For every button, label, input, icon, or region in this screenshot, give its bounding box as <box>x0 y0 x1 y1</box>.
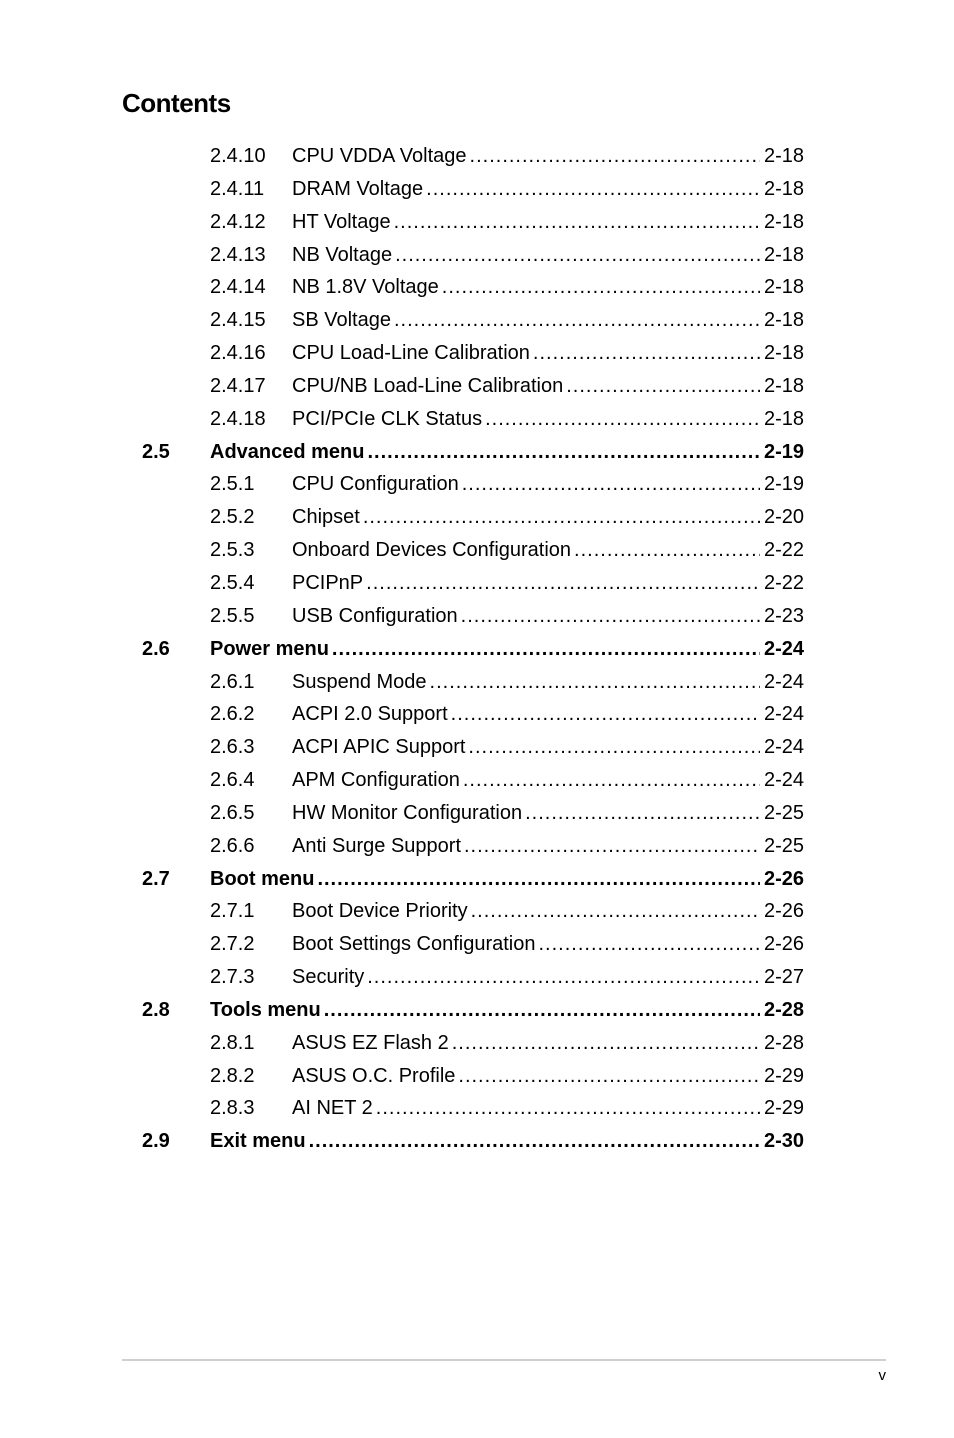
toc-entry-line <box>292 895 804 928</box>
toc-entry-title: Anti Surge Support <box>292 830 464 863</box>
toc-subsection-entry <box>0 370 954 403</box>
toc-entry-line <box>292 140 804 173</box>
toc-subsection-entry <box>0 1092 954 1125</box>
toc-entry-title: HW Monitor Configuration <box>292 797 525 830</box>
toc-subsection-entry <box>0 698 954 731</box>
toc-entry-title: Advanced menu <box>210 436 367 469</box>
toc-section-entry <box>0 436 954 469</box>
toc-entry-number: 2.5.4 <box>210 571 255 594</box>
toc-subsection-entry <box>0 304 954 337</box>
toc-entry-number: 2.4.10 <box>210 145 266 167</box>
toc-entry-page: 2-18 <box>760 140 804 173</box>
dot-leader <box>367 436 759 469</box>
toc-subsection-entry <box>0 928 954 961</box>
toc-entry-title: SB Voltage <box>292 304 394 337</box>
toc-section-entry <box>0 633 954 666</box>
toc-entry-page: 2-18 <box>760 304 804 337</box>
dot-leader <box>471 895 760 928</box>
toc-entry-page: 2-19 <box>760 436 804 469</box>
toc-entry-number: 2.4.11 <box>210 177 265 200</box>
toc-entry-page: 2-19 <box>760 468 804 501</box>
toc-entry-number: 2.7.2 <box>210 933 255 956</box>
dot-leader <box>464 830 760 863</box>
toc-entry-page: 2-30 <box>760 1125 804 1158</box>
dot-leader <box>468 731 760 764</box>
toc-entry-page: 2-24 <box>760 764 804 797</box>
dot-leader <box>363 501 760 534</box>
toc-entry-number: 2.6.4 <box>210 769 255 792</box>
dot-leader <box>458 1060 760 1093</box>
toc-section-entry <box>0 863 954 896</box>
toc-subsection-entry <box>0 501 954 534</box>
toc-entry-line <box>292 928 804 961</box>
toc-subsection-entry <box>0 173 954 206</box>
toc-subsection-entry <box>0 830 954 863</box>
toc-entry-number: 2.4.18 <box>210 407 266 430</box>
toc-entry-page: 2-26 <box>760 895 804 928</box>
toc-subsection-entry <box>0 731 954 764</box>
toc-entry-line <box>210 436 804 469</box>
toc-entry-page: 2-18 <box>760 337 804 370</box>
toc-entry-number: 2.5.5 <box>210 604 255 627</box>
toc-entry-title: PCIPnP <box>292 567 366 600</box>
toc-entry-title: ASUS EZ Flash 2 <box>292 1027 452 1060</box>
toc-entry-page: 2-28 <box>760 1027 804 1060</box>
toc-entry-number: 2.4.15 <box>210 309 266 332</box>
toc-entry-number: 2.6.6 <box>210 834 255 857</box>
toc-entry-line <box>292 567 804 600</box>
toc-entry-line <box>292 764 804 797</box>
toc-entry-title: CPU Load-Line Calibration <box>292 337 533 370</box>
toc-entry-number: 2.7.1 <box>210 900 255 923</box>
toc-entry-number: 2.8.2 <box>210 1064 255 1087</box>
toc-entry-number: 2.4.16 <box>210 342 266 365</box>
dot-leader <box>426 173 760 206</box>
toc-entry-page: 2-24 <box>760 731 804 764</box>
dot-leader <box>309 1125 760 1158</box>
dot-leader <box>533 337 760 370</box>
toc-entry-line <box>292 501 804 534</box>
dot-leader <box>525 797 760 830</box>
dot-leader <box>366 567 760 600</box>
toc-subsection-entry <box>0 239 954 272</box>
toc-entry-title: Boot Device Priority <box>292 895 471 928</box>
toc-entry-number: 2.8.3 <box>210 1097 255 1120</box>
toc-entry-title: APM Configuration <box>292 764 463 797</box>
toc-entry-line <box>292 337 804 370</box>
toc-entry-line <box>210 863 804 896</box>
toc-entry-line <box>292 797 804 830</box>
toc-subsection-entry <box>0 1060 954 1093</box>
dot-leader <box>566 370 760 403</box>
dot-leader <box>442 271 760 304</box>
toc-entry-number: 2.6.1 <box>210 670 255 693</box>
toc-entry-line <box>292 206 804 239</box>
toc-entry-page: 2-18 <box>760 403 804 436</box>
toc-entry-line <box>210 633 804 666</box>
toc-entry-title: USB Configuration <box>292 600 461 633</box>
toc-entry-title: Boot Settings Configuration <box>292 928 539 961</box>
toc-entry-page: 2-18 <box>760 271 804 304</box>
toc-entry-number: 2.4.13 <box>210 243 266 266</box>
toc-entry-number: 2.5.3 <box>210 539 255 562</box>
toc-subsection-entry <box>0 895 954 928</box>
toc-entry-title: Chipset <box>292 501 363 534</box>
toc-entry-page: 2-18 <box>760 370 804 403</box>
toc-entry-line <box>292 1027 804 1060</box>
toc-subsection-entry <box>0 271 954 304</box>
toc-entry-line <box>292 731 804 764</box>
dot-leader <box>470 140 760 173</box>
toc-entry-page: 2-18 <box>760 206 804 239</box>
footer-divider <box>122 1359 886 1361</box>
toc-section-entry <box>0 1125 954 1158</box>
dot-leader <box>324 994 760 1027</box>
toc-entry-number: 2.4.14 <box>210 276 266 299</box>
toc-entry-title: Boot menu <box>210 863 317 896</box>
toc-entry-number: 2.5.1 <box>210 473 255 496</box>
toc-entry-number: 2.9 <box>142 1130 170 1153</box>
toc-entry-title: DRAM Voltage <box>292 173 426 206</box>
dot-leader <box>394 206 760 239</box>
toc-entry-title: Tools menu <box>210 994 324 1027</box>
dot-leader <box>462 468 760 501</box>
toc-entry-line <box>292 403 804 436</box>
toc-entry-page: 2-26 <box>760 928 804 961</box>
toc-entry-number: 2.5.2 <box>210 506 255 529</box>
toc-entry-page: 2-27 <box>760 961 804 994</box>
toc-entry-page: 2-20 <box>760 501 804 534</box>
toc-entry-page: 2-29 <box>760 1092 804 1125</box>
toc-entry-number: 2.6 <box>142 637 170 660</box>
toc-entry-page: 2-26 <box>760 863 804 896</box>
toc-entry-number: 2.8 <box>142 998 170 1021</box>
toc-subsection-entry <box>0 140 954 173</box>
dot-leader <box>430 666 760 699</box>
toc-entry-title: Exit menu <box>210 1125 309 1158</box>
toc-entry-line <box>292 370 804 403</box>
page-number: v <box>878 1367 886 1384</box>
toc-entry-line <box>292 468 804 501</box>
dot-leader <box>463 764 760 797</box>
toc-entry-number: 2.6.3 <box>210 736 255 759</box>
toc-subsection-entry <box>0 468 954 501</box>
toc-entry-title: NB 1.8V Voltage <box>292 271 442 304</box>
dot-leader <box>574 534 760 567</box>
toc-subsection-entry <box>0 764 954 797</box>
toc-entry-page: 2-25 <box>760 830 804 863</box>
dot-leader <box>395 239 760 272</box>
toc-entry-title: Power menu <box>210 633 332 666</box>
dot-leader <box>376 1092 760 1125</box>
toc-entry-title: CPU Configuration <box>292 468 462 501</box>
dot-leader <box>367 961 760 994</box>
toc-entry-line <box>210 1125 804 1158</box>
toc-subsection-entry <box>0 534 954 567</box>
toc-subsection-entry <box>0 666 954 699</box>
toc-entry-number: 2.5 <box>142 440 170 463</box>
toc-entry-line <box>210 994 804 1027</box>
toc-entry-line <box>292 173 804 206</box>
dot-leader <box>485 403 760 436</box>
dot-leader <box>539 928 760 961</box>
toc-entry-line <box>292 666 804 699</box>
toc-entry-number: 2.6.2 <box>210 703 255 726</box>
toc-entry-line <box>292 961 804 994</box>
toc-entry-page: 2-29 <box>760 1060 804 1093</box>
toc-entry-page: 2-23 <box>760 600 804 633</box>
dot-leader <box>452 1027 760 1060</box>
toc-entry-number: 2.6.5 <box>210 801 255 824</box>
table-of-contents <box>0 140 954 1158</box>
toc-entry-title: Suspend Mode <box>292 666 430 699</box>
dot-leader <box>451 698 760 731</box>
toc-entry-title: ACPI 2.0 Support <box>292 698 451 731</box>
toc-entry-number: 2.7 <box>142 867 170 890</box>
toc-entry-number: 2.4.12 <box>210 210 266 233</box>
toc-entry-number: 2.8.1 <box>210 1031 255 1054</box>
toc-subsection-entry <box>0 206 954 239</box>
toc-subsection-entry <box>0 567 954 600</box>
toc-entry-line <box>292 600 804 633</box>
toc-entry-number: 2.4.17 <box>210 374 266 397</box>
toc-entry-title: CPU VDDA Voltage <box>292 140 470 173</box>
toc-entry-page: 2-24 <box>760 698 804 731</box>
dot-leader <box>317 863 760 896</box>
toc-entry-title: ACPI APIC Support <box>292 731 468 764</box>
toc-entry-page: 2-25 <box>760 797 804 830</box>
dot-leader <box>394 304 760 337</box>
toc-entry-line <box>292 534 804 567</box>
toc-entry-line <box>292 304 804 337</box>
toc-entry-line <box>292 271 804 304</box>
toc-entry-page: 2-18 <box>760 173 804 206</box>
toc-subsection-entry <box>0 961 954 994</box>
toc-subsection-entry <box>0 337 954 370</box>
toc-entry-page: 2-22 <box>760 567 804 600</box>
toc-entry-title: CPU/NB Load-Line Calibration <box>292 370 566 403</box>
toc-entry-number: 2.7.3 <box>210 966 255 989</box>
toc-subsection-entry <box>0 403 954 436</box>
toc-entry-page: 2-18 <box>760 239 804 272</box>
dot-leader <box>461 600 760 633</box>
toc-entry-line <box>292 830 804 863</box>
toc-entry-title: Onboard Devices Configuration <box>292 534 574 567</box>
toc-entry-page: 2-28 <box>760 994 804 1027</box>
toc-entry-title: ASUS O.C. Profile <box>292 1060 458 1093</box>
toc-entry-page: 2-22 <box>760 534 804 567</box>
dot-leader <box>332 633 760 666</box>
page-title: Contents <box>122 88 231 118</box>
toc-entry-page: 2-24 <box>760 666 804 699</box>
toc-entry-title: NB Voltage <box>292 239 395 272</box>
toc-entry-page: 2-24 <box>760 633 804 666</box>
toc-entry-title: HT Voltage <box>292 206 394 239</box>
toc-entry-title: AI NET 2 <box>292 1092 376 1125</box>
toc-entry-title: PCI/PCIe CLK Status <box>292 403 485 436</box>
toc-entry-line <box>292 1092 804 1125</box>
toc-section-entry <box>0 994 954 1027</box>
toc-entry-line <box>292 698 804 731</box>
toc-subsection-entry <box>0 797 954 830</box>
toc-entry-line <box>292 1060 804 1093</box>
toc-entry-line <box>292 239 804 272</box>
toc-subsection-entry <box>0 600 954 633</box>
toc-subsection-entry <box>0 1027 954 1060</box>
toc-entry-title: Security <box>292 961 367 994</box>
